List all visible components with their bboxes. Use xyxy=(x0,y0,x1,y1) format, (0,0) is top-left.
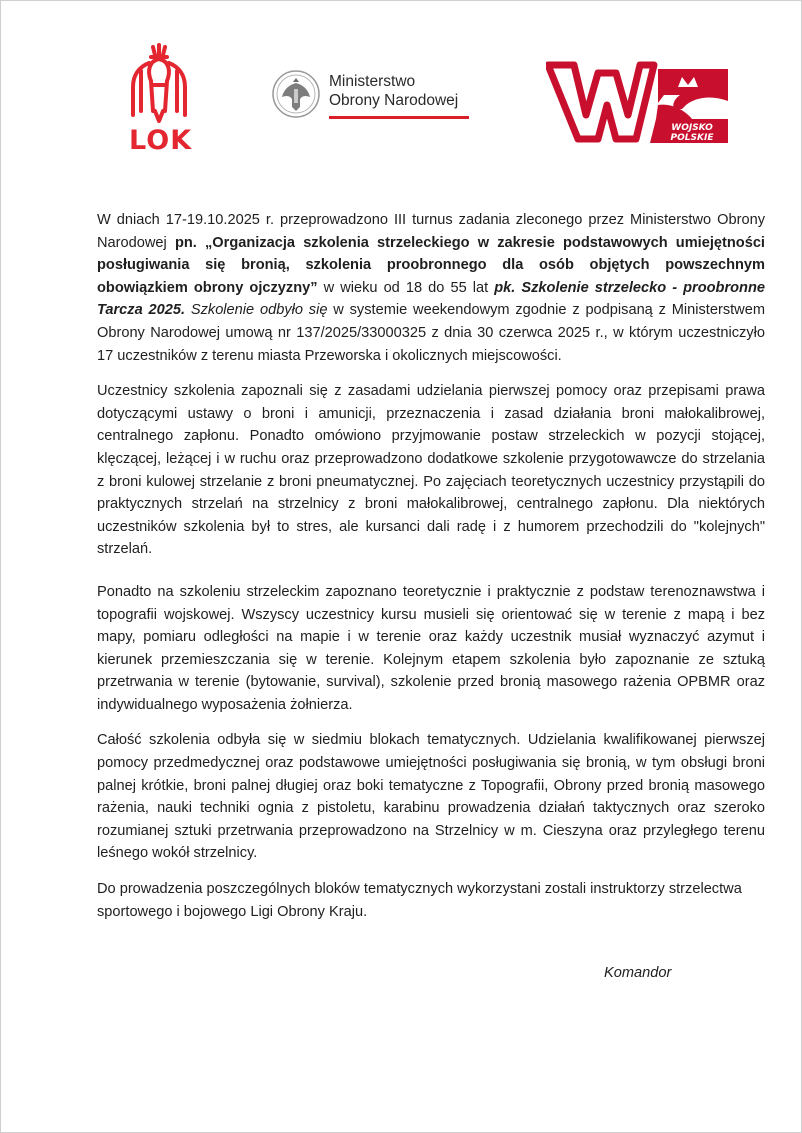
lok-eagle-icon xyxy=(127,41,191,127)
lok-logo xyxy=(127,41,191,157)
p1-details: w systemie weekendowym zgodnie z podpisaną z Ministerstwem Obrony Narodowej umową nr 137/2025/33000325 z dnia 30 czerwca 2025 r., w którym uczestniczyło 17 uczestników z terenu miasta Przeworska i okolicznych miejscowości. xyxy=(97,302,765,364)
signature: Komandor xyxy=(604,965,672,981)
polish-eagle-emblem-icon xyxy=(271,69,321,119)
ministry-logo xyxy=(271,69,481,125)
wojsko-polskie-logo xyxy=(546,59,731,145)
p1-held: Szkolenie odbyło się xyxy=(185,302,328,319)
p1-intro: W dniach 17-19.10.2025 r. przeprowadzono III turnus zadania zleconego przez Ministerstwo Obrony Narodowej xyxy=(97,212,765,251)
wojsko-line2: POLSKIE xyxy=(670,133,714,143)
paragraph-4: Całość szkolenia odbyła się w siedmiu blokach tematycznych. Udzielania kwalifikowanej pierwszej pomocy przedmedycznej oraz podstawowe umiejętności posługiwania się bronią, w tym obsługi broni palnej krótkie, broni palnej długiej oraz boki tematyczne z Topografii, Obrony przed bronią masowego rażenia, nauki techniki ognia z pistoletu, karabinu prowadzenia działań taktycznych oraz szeroko rozumianej sztuki przetrwania przeprowadzono na Strzelnicy w m. Cieszyna oraz przyległego terenu leśnego wokół strzelnicy. xyxy=(97,732,765,862)
paragraph-2: Uczestnicy szkolenia zapoznali się z zasadami udzielania pierwszej pomocy oraz przepisami prawa dotyczącymi ustawy o broni i amunicji, przeznaczenia i zasad działania broni małokalibrowej, centralnego zapłonu. Ponadto omówiono przyjmowanie postaw strzeleckich w pozycji stojącej, klęczącej, leżącej i w ruchu oraz przeprowadzono dodatkowe szkolenie przygotowawcze do strzelania z broni kulowej strzelanie z broni pneumatycznej. Po zajęciach teoretycznych uczestnicy przystąpili do praktycznych strzelań na strzelnicy z broni małokalibrowej, centralnego zapłonu. Dla niektórych uczestników szkolenia był to stres, ale kursanci dali radę i z humorem przechodzili do "kolejnych" strzelań. xyxy=(97,383,765,558)
lok-text: LOK xyxy=(129,125,193,156)
header-logos xyxy=(1,39,801,159)
wojsko-polskie-w-icon xyxy=(546,59,731,145)
ministry-name-line1: Ministerstwo xyxy=(329,73,416,90)
paragraph-5: Do prowadzenia poszczególnych bloków tematycznych wykorzystani zostali instruktorzy strzelectwa sportowego i bojowego Ligi Obrony Kraju. xyxy=(97,881,742,920)
ministry-name-line2: Obrony Narodowej xyxy=(329,92,459,109)
paragraph-3: Ponadto na szkoleniu strzeleckim zapoznano teoretycznie i praktycznie z podstaw terenoznawstwa i topografii wojskowej. Wszyscy uczestnicy kursu musieli się orientować się w terenie z mapą i bez mapy, pomiaru odległości na mapie i w terenie oraz każdy uczestnik musiał wyznaczyć azymut i kierunek przemieszczania się w terenie. Kolejnym etapem szkolenia było zapoznanie ze sztuką przetrwania w terenie (bytowanie, survival), szkolenie przed bronią masowego rażenia OPBMR oraz indywidualnego wyposażenia żołnierza. xyxy=(97,583,765,713)
paragraph-1 xyxy=(97,209,765,367)
document-body xyxy=(97,209,765,936)
p1-task-name: pn. „Organizacja szkolenia strzeleckiego w zakresie podstawowych umiejętności posługiwania się bronią, szkolenia proobronnego dla osób objętych powszechnym obowiązkiem obrony ojczyzny” xyxy=(97,234,765,296)
ministry-accent-line xyxy=(329,116,469,119)
p1-age: w wieku od 18 do 55 lat xyxy=(317,279,495,296)
wojsko-line1: WOJSKO xyxy=(671,123,713,133)
ministry-name xyxy=(329,72,458,110)
p1-codename: pk. Szkolenie strzelecko - proobronne Tarcza 2025. xyxy=(97,279,765,319)
